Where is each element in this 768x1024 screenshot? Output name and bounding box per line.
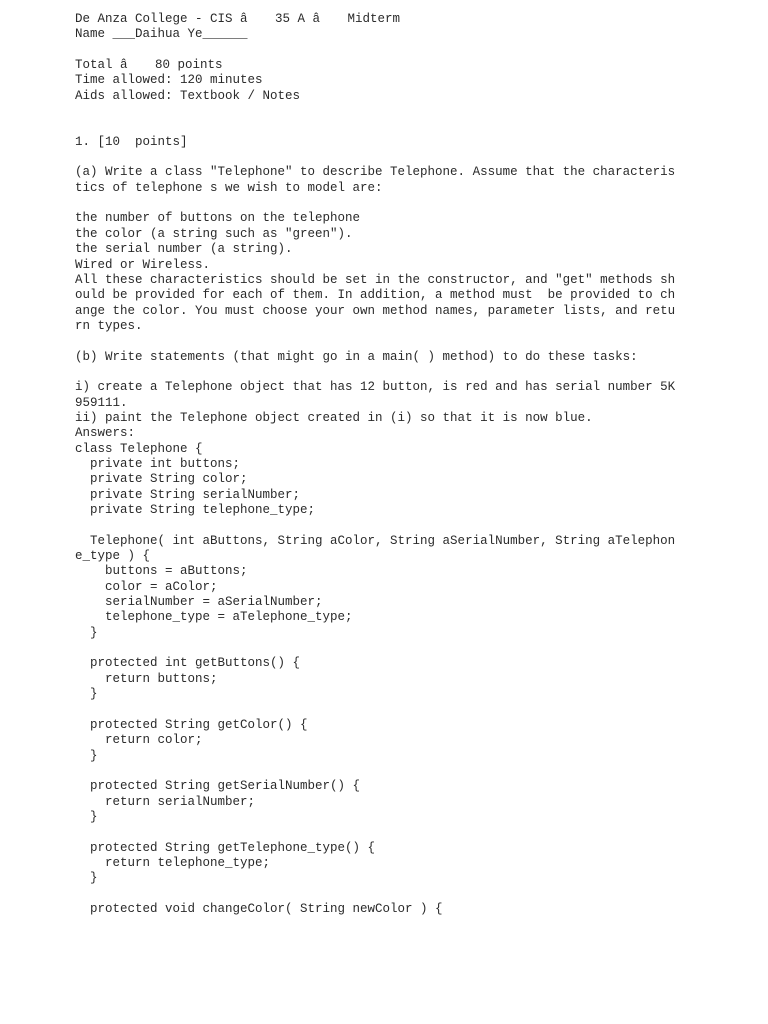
code-line: private String serialNumber; xyxy=(75,487,301,502)
code-line: protected String getSerialNumber() { xyxy=(75,779,361,794)
code-line: } xyxy=(75,687,98,702)
code-line: private String telephone_type; xyxy=(75,503,316,517)
characteristic-line: the color (a string such as "green"). xyxy=(75,226,353,241)
code-line: private int buttons; xyxy=(75,456,241,471)
code-line: return telephone_type; xyxy=(75,855,271,870)
code-line xyxy=(75,764,695,779)
task-line: i) create a Telephone object that has 12 button, is red and has serial number 5K xyxy=(75,380,676,395)
code-line xyxy=(75,825,695,840)
code-line: return color; xyxy=(75,733,203,748)
code-line: protected void changeColor( String newColor ) { xyxy=(75,901,443,916)
document-page xyxy=(75,12,695,917)
question-text-line: (b) Write statements (that might go in a main( ) method) to do these tasks: xyxy=(75,349,638,364)
task-line: ii) paint the Telephone object created in (i) so that it is now blue. xyxy=(75,410,593,425)
code-line: buttons = aButtons; xyxy=(75,564,248,579)
code-line: e_type ) { xyxy=(75,549,151,564)
code-line: } xyxy=(75,809,98,824)
blank-line xyxy=(75,119,695,134)
code-line: } xyxy=(75,625,98,640)
code-line: return buttons; xyxy=(75,671,218,686)
code-line: protected String getColor() { xyxy=(75,717,308,732)
code-line: class Telephone { xyxy=(75,441,203,456)
code-line: return serialNumber; xyxy=(75,794,256,809)
characteristic-line: the serial number (a string). xyxy=(75,242,293,257)
code-line: } xyxy=(75,871,98,886)
blank-line xyxy=(75,150,695,165)
blank-line xyxy=(75,196,695,211)
code-line: serialNumber = aSerialNumber; xyxy=(75,595,323,610)
code-line xyxy=(75,518,695,533)
code-line xyxy=(75,641,695,656)
question-text-line: tics of telephone s we wish to model are: xyxy=(75,180,383,195)
code-line: private String color; xyxy=(75,472,248,487)
code-line: } xyxy=(75,748,98,763)
task-line: 959111. xyxy=(75,395,128,410)
question-number-line: 1. [10 points] xyxy=(75,134,188,149)
code-line: color = aColor; xyxy=(75,579,218,594)
aids-allowed-line: Aids allowed: Textbook / Notes xyxy=(75,88,301,103)
blank-line xyxy=(75,365,695,380)
question-text-line: ould be provided for each of them. In addition, a method must be provided to ch xyxy=(75,288,676,303)
code-line xyxy=(75,887,695,902)
characteristic-line: Wired or Wireless. xyxy=(75,257,211,272)
code-line: telephone_type = aTelephone_type; xyxy=(75,610,353,625)
student-name-line: Name ___Daihua Ye______ xyxy=(75,27,248,42)
time-allowed-line: Time allowed: 120 minutes xyxy=(75,73,263,88)
blank-line xyxy=(75,104,695,119)
blank-line xyxy=(75,334,695,349)
code-line: Telephone( int aButtons, String aColor, String aSerialNumber, String aTelephon xyxy=(75,533,676,548)
blank-line xyxy=(75,43,695,58)
total-points-line: Total â 80 points xyxy=(75,58,223,73)
characteristic-line: the number of buttons on the telephone xyxy=(75,211,361,226)
question-text-line: (a) Write a class "Telephone" to describe Telephone. Assume that the characteris xyxy=(75,165,676,180)
answers-heading: Answers: xyxy=(75,426,136,441)
header-title-line: De Anza College - CIS â 35 A â Midterm xyxy=(75,12,401,26)
question-text-line: All these characteristics should be set in the constructor, and "get" methods sh xyxy=(75,272,676,287)
code-line: protected int getButtons() { xyxy=(75,656,301,671)
code-line xyxy=(75,702,695,717)
code-line: protected String getTelephone_type() { xyxy=(75,840,376,855)
question-text-line: ange the color. You must choose your own method names, parameter lists, and retu xyxy=(75,303,676,318)
question-text-line: rn types. xyxy=(75,318,143,333)
